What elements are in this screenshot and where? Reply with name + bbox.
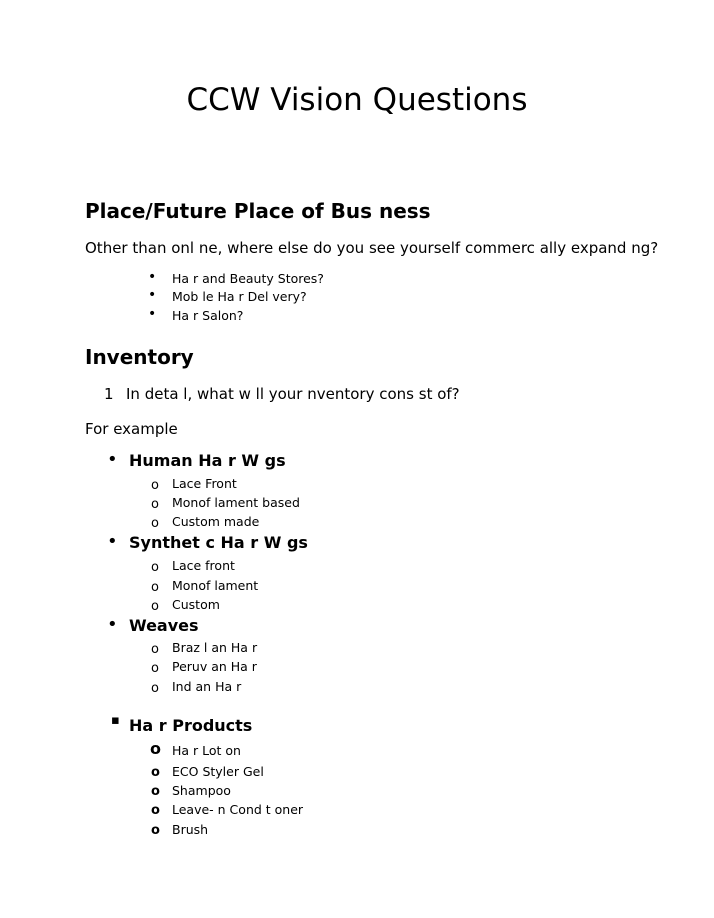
list-item: Ind an Ha r <box>172 679 242 694</box>
list-item: Brush <box>172 822 209 837</box>
list-item: Custom <box>172 597 220 612</box>
circle-bullet-icon: o <box>151 661 159 676</box>
section-question-place: Other than onl ne, where else do you see yourself commerc ally expand ng? <box>85 239 659 257</box>
circle-bullet-icon: o <box>151 580 159 595</box>
section-question-inventory: In deta l, what w ll your nventory cons st of? <box>126 385 460 403</box>
question-number: 1 <box>104 385 114 403</box>
circle-bullet-icon: o <box>151 784 160 799</box>
list-item: Lace front <box>172 558 235 573</box>
group-label: Human Ha r W gs <box>129 451 286 470</box>
list-item: Peruv an Ha r <box>172 659 257 674</box>
circle-bullet-icon: o <box>151 599 159 614</box>
list-item: Monof lament based <box>172 495 300 510</box>
circle-bullet-icon: o <box>151 681 159 696</box>
list-item: Braz l an Ha r <box>172 640 258 655</box>
for-example-label: For example <box>85 420 178 438</box>
section-heading-place: Place/Future Place of Bus ness <box>85 199 431 223</box>
list-item: Monof lament <box>172 578 259 593</box>
bullet-icon: • <box>107 614 118 635</box>
list-item: Lace Front <box>172 476 237 491</box>
bullet-icon: • <box>107 449 118 470</box>
circle-bullet-icon: o <box>150 739 161 758</box>
circle-bullet-icon: o <box>151 642 159 657</box>
bullet-icon: • <box>148 306 157 322</box>
list-item: Ha r Lot on <box>172 743 241 758</box>
document-title: CCW Vision Questions <box>186 82 528 118</box>
group-label: Weaves <box>129 616 199 635</box>
square-bullet-icon: ▪ <box>111 713 120 728</box>
bullet-icon: • <box>107 531 118 552</box>
list-item: Ha r and Beauty Stores? <box>172 271 324 286</box>
list-item: Custom made <box>172 514 260 529</box>
list-item: ECO Styler Gel <box>172 764 264 779</box>
bullet-icon: • <box>148 287 157 303</box>
section-heading-inventory: Inventory <box>85 345 194 369</box>
group-label: Synthet c Ha r W gs <box>129 533 308 552</box>
circle-bullet-icon: o <box>151 560 159 575</box>
circle-bullet-icon: o <box>151 803 160 818</box>
list-item: Leave- n Cond t oner <box>172 802 304 817</box>
list-item: Mob le Ha r Del very? <box>172 289 307 304</box>
list-item: Shampoo <box>172 783 231 798</box>
circle-bullet-icon: o <box>151 478 159 493</box>
circle-bullet-icon: o <box>151 497 159 512</box>
circle-bullet-icon: o <box>151 516 159 531</box>
circle-bullet-icon: o <box>151 823 160 838</box>
bullet-icon: • <box>148 269 157 285</box>
list-item: Ha r Salon? <box>172 308 244 323</box>
group-label: Ha r Products <box>129 716 253 735</box>
circle-bullet-icon: o <box>151 765 160 780</box>
